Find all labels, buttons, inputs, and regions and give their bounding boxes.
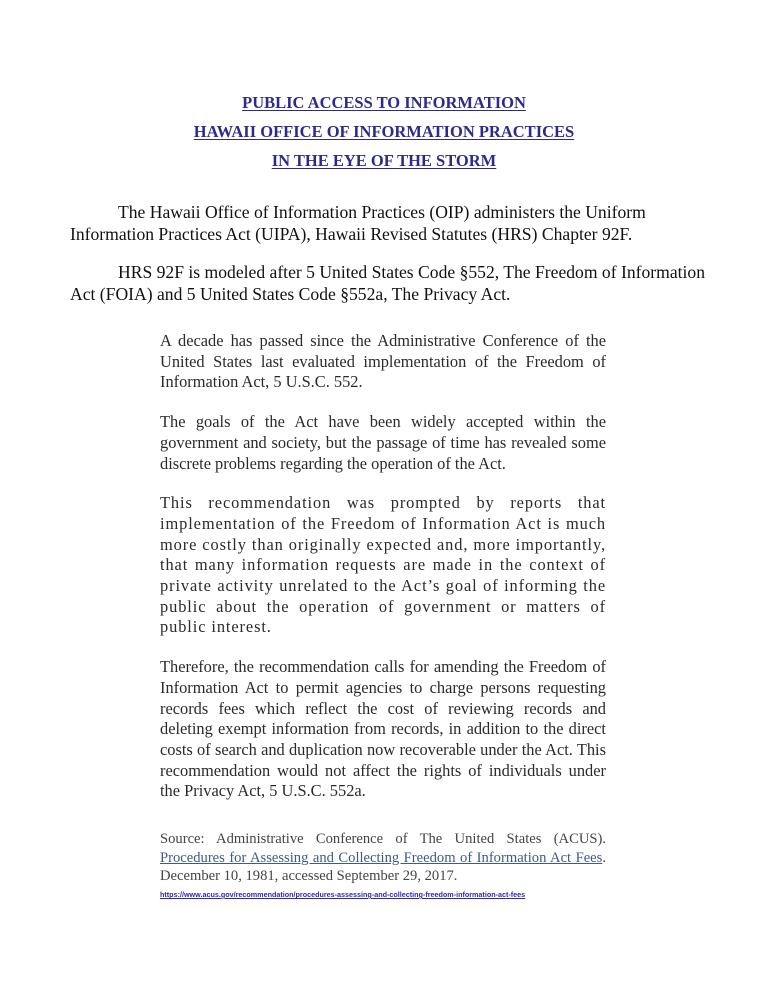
intro-paragraph-oip — [70, 201, 710, 245]
quote-paragraph-1: A decade has passed since the Administrative Conference of the United States last evaluated implementation of the Freedom of Information Act, 5 U.S.C. 552. — [160, 331, 606, 392]
title-line-2: HAWAII OFFICE OF INFORMATION PRACTICES — [193, 122, 575, 141]
source-prefix: Source: Administrative Conference of The United States (ACUS). — [160, 831, 606, 847]
quote-paragraph-4: Therefore, the recommendation calls for amending the Freedom of Information Act to permit agencies to charge persons requesting records fees which reflect the cost of reviewing records and deleting exempt information from records, in addition to the direct costs of search and duplication now recoverable under the Act. This recommendation would not affect the rights of individuals under the Privacy Act, 5 U.S.C. 552a. — [160, 657, 606, 801]
title-line-3: IN THE EYE OF THE STORM — [271, 151, 497, 170]
source-title-link[interactable]: Procedures for Assessing and Collecting Freedom of Information Act Fees — [160, 849, 603, 866]
quote-paragraph-3: This recommendation was prompted by reports that implementation of the Freedom of Information Act is much more costly than originally expected and, more importantly, that many information requests are made in the context of private activity unrelated to the Act’s goal of informing the public about the operation of government or matters of public interest. — [160, 493, 606, 637]
intro-paragraph-hrs — [70, 261, 710, 305]
source-suffix: . December 10, 1981, accessed September 29, 2017. — [160, 849, 606, 884]
intro-paragraph-hrs-text: HRS 92F is modeled after 5 United States Code §552, The Freedom of Information Act (FOIA) and 5 United States Code §552a, The Privacy Act. — [70, 262, 706, 304]
title-block — [0, 88, 768, 175]
source-citation — [160, 830, 606, 886]
source-url-link[interactable]: https://www.acus.gov/recommendation/procedures-assessing-and-collecting-freedom-information-act-fees — [160, 890, 526, 899]
quote-paragraph-2: The goals of the Act have been widely accepted within the government and society, but the passage of time has revealed some discrete problems regarding the operation of the Act. — [160, 412, 606, 473]
block-quote — [160, 331, 606, 821]
title-line-1: PUBLIC ACCESS TO INFORMATION — [242, 93, 526, 112]
intro-paragraph-oip-text: The Hawaii Office of Information Practices (OIP) administers the Uniform Information Practices Act (UIPA), Hawaii Revised Statutes (HRS) Chapter 92F. — [70, 202, 646, 244]
